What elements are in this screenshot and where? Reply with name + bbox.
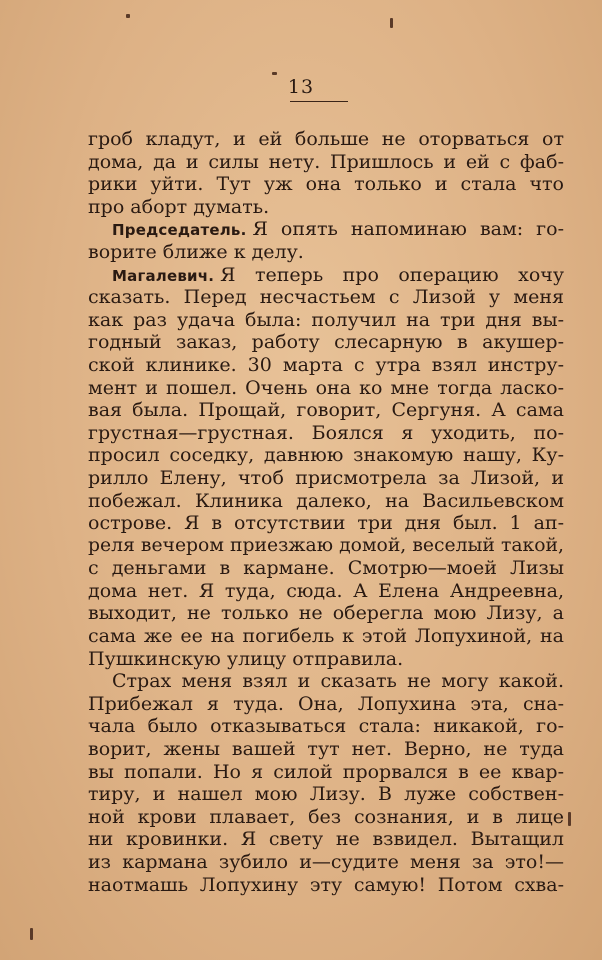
line-text: рики уйти. Тут уж она только и стала что bbox=[88, 173, 564, 196]
text-line bbox=[88, 422, 564, 445]
text-line bbox=[88, 218, 564, 241]
text-line bbox=[88, 444, 564, 467]
line-text: вы попали. Но я силой прорвался в ее квар- bbox=[88, 760, 564, 783]
text-line bbox=[88, 512, 564, 535]
text-line bbox=[88, 874, 564, 897]
text-line bbox=[88, 354, 564, 377]
text-line bbox=[88, 286, 564, 309]
line-text: тиру, и нашел мою Лизу. В луже собствен- bbox=[88, 783, 564, 806]
line-text: гроб кладут, и ей больше не оторваться от bbox=[88, 128, 564, 150]
line-text: из кармана зубило и—судите меня за это!— bbox=[88, 851, 564, 873]
line-text: ской клинике. 30 марта с утра взял инстру- bbox=[88, 353, 564, 376]
ink-speck bbox=[126, 14, 130, 18]
line-text: Страх меня взял и сказать не могу какой. bbox=[112, 670, 564, 693]
text-line bbox=[88, 173, 564, 196]
line-text: грустная—грустная. Боялся я уходить, по- bbox=[88, 421, 564, 444]
text-line bbox=[88, 467, 564, 490]
text-line bbox=[88, 670, 564, 693]
line-text: наотмашь Лопухину эту самую! Потом схва- bbox=[88, 873, 564, 896]
line-text: дома, да и силы нету. Пришлось и ей с фаб- bbox=[88, 150, 564, 173]
line-text: дома нет. Я туда, сюда. А Елена Андреевна, bbox=[88, 579, 564, 602]
text-line bbox=[88, 851, 564, 874]
text-line bbox=[88, 490, 564, 513]
text-line bbox=[88, 331, 564, 354]
line-text: Я теперь про операцию хочу bbox=[220, 263, 564, 286]
line-text: как раз удача была: получил на три дня вы- bbox=[88, 308, 564, 331]
text-line bbox=[88, 715, 564, 738]
text-line bbox=[88, 738, 564, 761]
line-text: вая была. Прощай, говорит, Сергуня. А сама bbox=[88, 399, 564, 422]
text-line bbox=[88, 806, 564, 829]
line-text: Прибежал я туда. Она, Лопухина эта, сна- bbox=[88, 692, 564, 715]
ink-speck bbox=[30, 928, 33, 940]
ink-speck bbox=[390, 18, 393, 28]
line-text: мент и пошел. Очень она ко мне тогда ласко- bbox=[88, 376, 564, 399]
text-line bbox=[88, 580, 564, 603]
line-text: сама же ее на погибель к этой Лопухиной, на bbox=[88, 625, 564, 648]
text-line bbox=[88, 828, 564, 851]
speaker-name: Магалевич. bbox=[112, 266, 215, 285]
line-text: реля вечером приезжаю домой, веселый такой, bbox=[88, 534, 564, 556]
line-text: про аборт думать. bbox=[88, 195, 270, 218]
text-line bbox=[88, 377, 564, 400]
line-text: Я опять напоминаю вам: го- bbox=[252, 218, 564, 241]
text-line bbox=[88, 648, 564, 671]
header-rule bbox=[290, 101, 348, 102]
text-line bbox=[88, 625, 564, 648]
line-text: рилло Елену, чтоб присмотрела за Лизой, и bbox=[88, 466, 564, 489]
line-text: чала было отказываться стала: никакой, го- bbox=[88, 715, 564, 738]
text-line bbox=[88, 399, 564, 422]
line-text: ни кровинки. Я свету не взвидел. Вытащил bbox=[88, 828, 564, 851]
text-line bbox=[88, 783, 564, 806]
speaker-name: Председатель. bbox=[112, 221, 247, 240]
text-line bbox=[88, 535, 564, 558]
line-text: просил соседку, давнюю знакомую нашу, Ку- bbox=[88, 444, 564, 467]
line-text: ворит, жены вашей тут нет. Верно, не туда bbox=[88, 738, 564, 761]
line-text: ворите ближе к делу. bbox=[88, 240, 304, 263]
ink-speck bbox=[568, 812, 571, 826]
text-line bbox=[88, 128, 564, 151]
line-text: Пушкинскую улицу отправила. bbox=[88, 647, 404, 670]
line-text: побежал. Клиника далеко, на Васильевском bbox=[88, 489, 564, 512]
body-text bbox=[88, 128, 564, 896]
line-text: годный заказ, работу слесарную в акушер- bbox=[88, 331, 564, 354]
text-line bbox=[88, 309, 564, 332]
ink-speck bbox=[272, 72, 277, 75]
line-text: ной крови плавает, без сознания, и в лице bbox=[88, 805, 564, 828]
text-line bbox=[88, 264, 564, 287]
line-text: выходит, не только не оберегла мою Лизу, а bbox=[88, 602, 564, 625]
text-line bbox=[88, 151, 564, 174]
page-number: 13 bbox=[287, 76, 315, 98]
text-line bbox=[88, 602, 564, 625]
line-text: острове. Я в отсутствии три дня был. 1 ап- bbox=[88, 512, 564, 535]
text-line bbox=[88, 196, 564, 219]
line-text: с деньгами в кармане. Смотрю—моей Лизы bbox=[88, 557, 564, 580]
line-text: сказать. Перед несчастьем с Лизой у меня bbox=[88, 286, 564, 309]
text-line bbox=[88, 761, 564, 784]
text-line bbox=[88, 241, 564, 264]
text-line bbox=[88, 557, 564, 580]
text-line bbox=[88, 693, 564, 716]
